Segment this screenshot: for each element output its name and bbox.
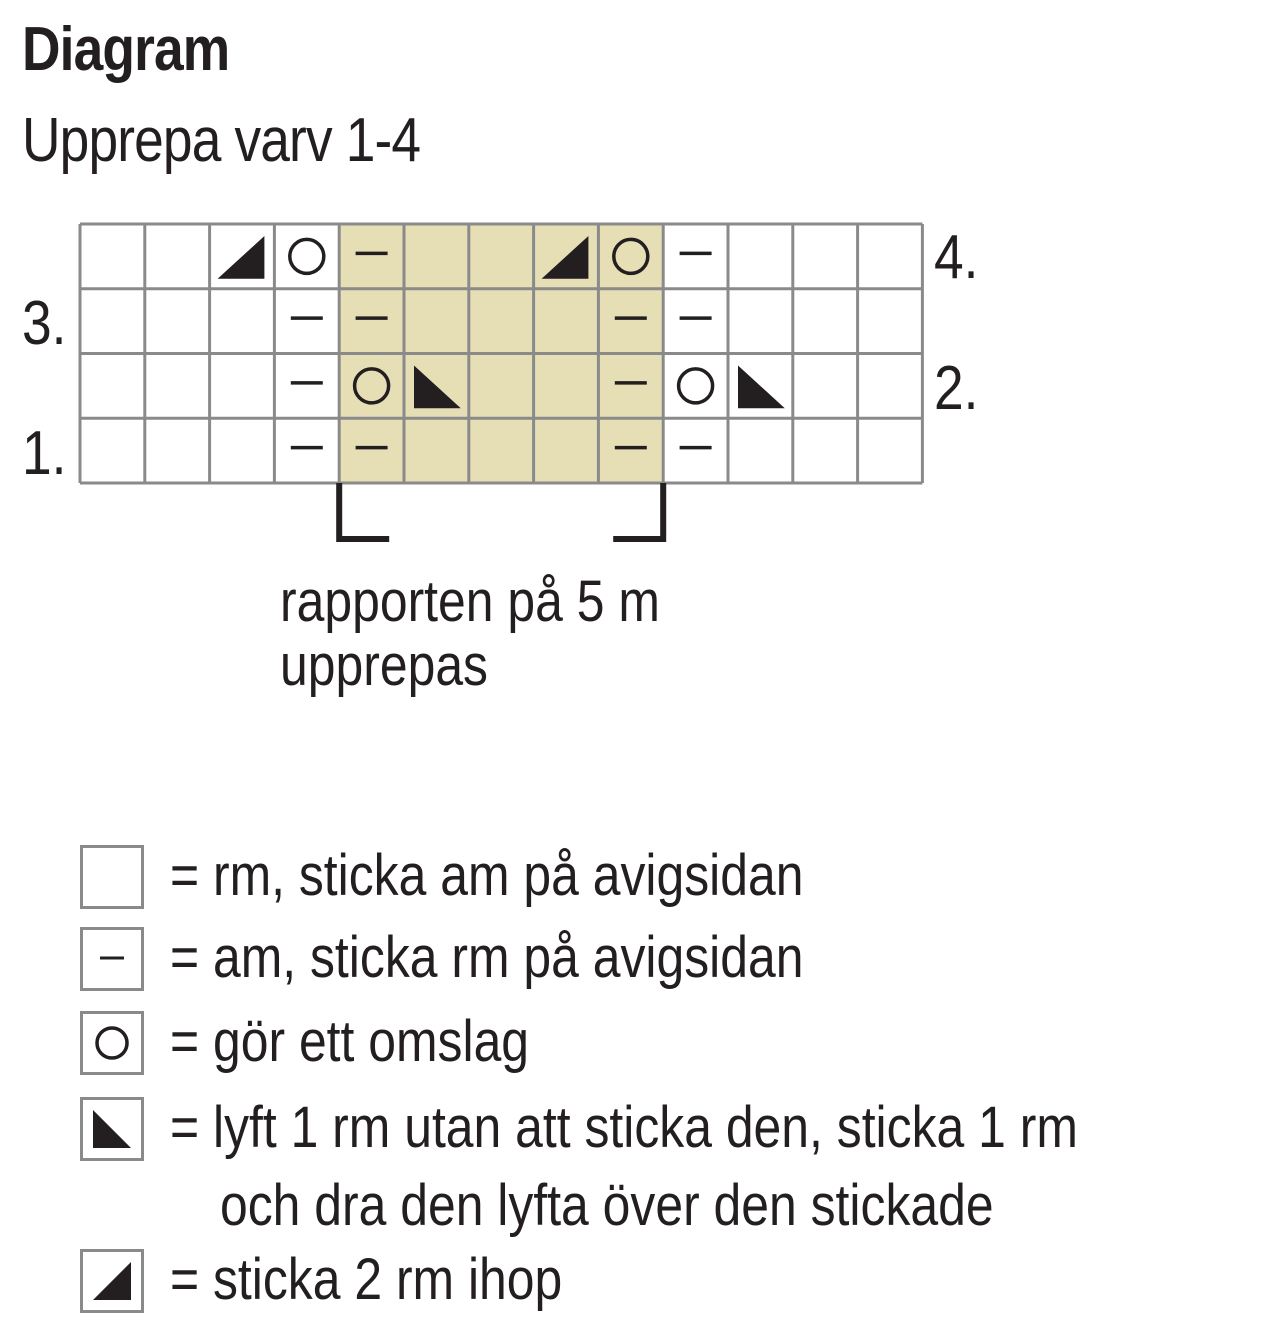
- legend-text-knit: = rm, sticka am på avigsidan: [170, 843, 804, 908]
- repeat-bracket-left: [339, 483, 389, 539]
- repeat-caption: [280, 570, 660, 698]
- repeat-caption-line-2: upprepas: [280, 633, 488, 698]
- row-label-2: 2.: [934, 354, 979, 423]
- knit-two-together-icon: [218, 236, 265, 279]
- legend-text-purl: = am, sticka rm på avigsidan: [170, 925, 804, 990]
- legend-text-yo: = gör ett omslag: [170, 1009, 530, 1074]
- slip-knit-pass-icon: [80, 1097, 144, 1161]
- yarn-over-icon: [290, 239, 324, 273]
- page-title: Diagram: [22, 15, 230, 84]
- repeat-bracket-right: [613, 483, 663, 539]
- yarn-over-icon: [80, 1011, 144, 1075]
- row-label-3: 3.: [22, 289, 67, 358]
- knit-symbol-icon: [80, 845, 144, 909]
- row-label-4: 4.: [934, 223, 979, 292]
- row-label-1: 1.: [22, 419, 67, 488]
- repeat-caption-line-1: rapporten på 5 m: [280, 569, 660, 634]
- purl-symbol-icon: [80, 927, 144, 991]
- knitting-chart: [0, 0, 1280, 560]
- yarn-over-icon: [679, 369, 713, 403]
- legend-text-skp: = lyft 1 rm utan att sticka den, sticka 1 rm: [170, 1095, 1078, 1160]
- page-subtitle: Upprepa varv 1-4: [22, 106, 421, 175]
- legend-text-k2tog: = sticka 2 rm ihop: [170, 1247, 563, 1312]
- knit-two-together-icon: [80, 1249, 144, 1313]
- slip-knit-pass-icon: [738, 366, 785, 409]
- legend-text-skp-line-2: och dra den lyfta över den stickade: [220, 1173, 994, 1238]
